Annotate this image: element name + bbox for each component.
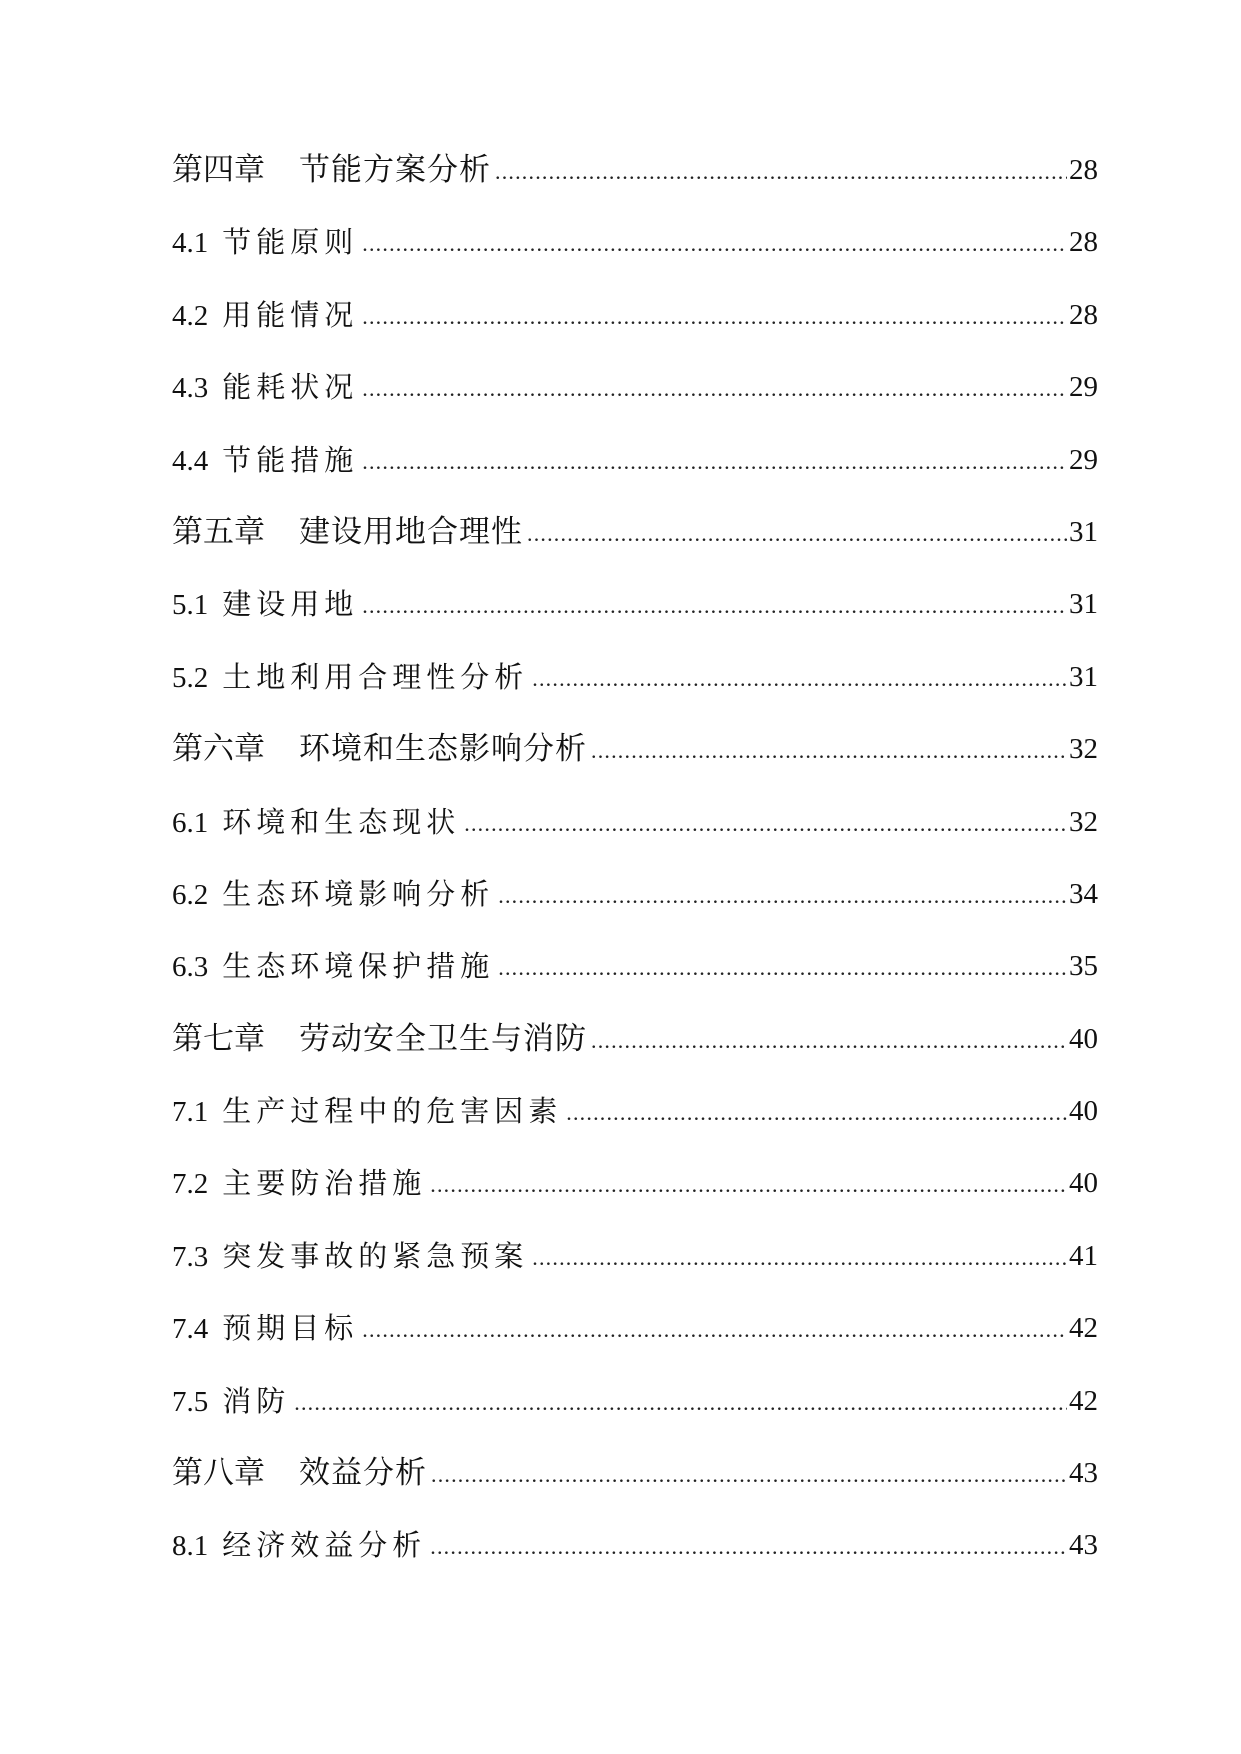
toc-entry-title: 主要防治措施 (222, 1166, 427, 1201)
toc-entry-number: 第七章 (172, 1020, 265, 1057)
toc-entry-number: 第五章 (172, 513, 265, 550)
toc-entry-title: 节能措施 (222, 442, 359, 477)
toc-page-number: 42 (1069, 1384, 1098, 1417)
toc-page-number: 32 (1069, 805, 1098, 838)
toc-entry-title: 劳动安全卫生与消防 (299, 1020, 587, 1057)
toc-page-number: 29 (1069, 371, 1098, 404)
toc-entry-title: 节能原则 (222, 225, 359, 260)
dot-leader (431, 1457, 1067, 1493)
dot-leader (430, 1529, 1067, 1565)
toc-entry-title: 生产过程中的危害因素 (222, 1094, 563, 1129)
toc-section-7-3[interactable] (172, 1238, 1098, 1310)
toc-entry-label (172, 297, 358, 334)
toc-page-number: 40 (1069, 1167, 1098, 1200)
toc-entry-number: 4.3 (172, 372, 209, 405)
toc-entry-label (172, 876, 494, 913)
dot-leader (495, 154, 1067, 190)
toc-chapter-5[interactable] (172, 514, 1098, 586)
toc-entry-title: 突发事故的紧急预案 (222, 1238, 529, 1273)
toc-entry-label (172, 369, 358, 406)
toc-entry-title: 用能情况 (222, 297, 359, 332)
toc-entry-title: 消防 (222, 1383, 291, 1418)
toc-entry-title: 效益分析 (299, 1455, 427, 1492)
dot-leader (498, 878, 1067, 914)
dot-leader (362, 588, 1067, 624)
toc-section-4-1[interactable] (172, 224, 1098, 296)
toc-page-number: 31 (1069, 588, 1098, 621)
toc-entry-label (172, 1383, 290, 1420)
toc-section-4-4[interactable] (172, 442, 1098, 514)
toc-section-4-2[interactable] (172, 297, 1098, 369)
dot-leader (498, 950, 1067, 986)
dot-leader (532, 1240, 1067, 1276)
toc-entry-label (172, 586, 358, 623)
toc-section-7-1[interactable] (172, 1093, 1098, 1165)
toc-entry-label (172, 804, 460, 841)
dot-leader (591, 733, 1067, 769)
toc-entry-number: 8.1 (172, 1530, 209, 1563)
toc-page-number: 32 (1069, 733, 1098, 766)
dot-leader (362, 444, 1067, 480)
dot-leader (591, 1023, 1067, 1059)
toc-page-number: 31 (1069, 660, 1098, 693)
toc-chapter-4[interactable] (172, 152, 1098, 224)
toc-entry-number: 6.2 (172, 878, 209, 911)
toc-section-5-1[interactable] (172, 586, 1098, 658)
toc-entry-label (172, 1310, 358, 1347)
toc-entry-number: 第六章 (172, 731, 265, 768)
dot-leader (464, 806, 1067, 842)
toc-entry-label (172, 1021, 587, 1057)
toc-entry-number: 第八章 (172, 1455, 265, 1492)
toc-entry-number: 7.5 (172, 1385, 209, 1418)
toc-section-6-3[interactable] (172, 948, 1098, 1020)
dot-leader (527, 516, 1067, 552)
toc-section-4-3[interactable] (172, 369, 1098, 441)
toc-page-number: 34 (1069, 877, 1098, 910)
toc-page-number: 35 (1069, 950, 1098, 983)
toc-page-number: 40 (1069, 1095, 1098, 1128)
toc-entry-number: 6.1 (172, 806, 209, 839)
toc-section-8-1[interactable] (172, 1527, 1098, 1599)
toc-page-number: 28 (1069, 226, 1098, 259)
dot-leader (430, 1167, 1067, 1203)
dot-leader (362, 371, 1067, 407)
toc-entry-label (172, 1527, 426, 1564)
toc-entry-title: 节能方案分析 (299, 152, 491, 188)
toc-page-number: 41 (1069, 1239, 1098, 1272)
dot-leader (362, 299, 1067, 335)
toc-entry-label (172, 731, 587, 767)
toc-chapter-8[interactable] (172, 1455, 1098, 1527)
toc-entry-label (172, 1165, 426, 1202)
toc-entry-title: 生态环境影响分析 (222, 876, 495, 911)
toc-entry-title: 预期目标 (222, 1311, 359, 1346)
toc-section-6-1[interactable] (172, 804, 1098, 876)
toc-page-number: 28 (1069, 154, 1098, 186)
toc-entry-title: 土地利用合理性分析 (222, 659, 529, 694)
toc-chapter-7[interactable] (172, 1021, 1098, 1093)
toc-page-number: 40 (1069, 1022, 1098, 1055)
toc-page-number: 28 (1069, 298, 1098, 331)
toc-page-number: 31 (1069, 515, 1098, 548)
dot-leader (362, 1312, 1067, 1348)
toc-entry-number: 6.3 (172, 951, 209, 984)
toc-entry-label (172, 1455, 427, 1491)
toc-entry-label (172, 1093, 562, 1130)
toc-section-6-2[interactable] (172, 876, 1098, 948)
toc-section-7-5[interactable] (172, 1383, 1098, 1455)
toc-entry-number: 4.4 (172, 444, 209, 477)
toc-entry-number: 7.1 (172, 1096, 209, 1129)
toc-entry-number: 4.1 (172, 227, 209, 260)
toc-entry-title: 生态环境保护措施 (222, 949, 495, 984)
toc-page-number: 29 (1069, 443, 1098, 476)
toc-entry-title: 环境和生态影响分析 (299, 731, 587, 768)
toc-entry-number: 第四章 (172, 152, 265, 188)
toc-entry-label (172, 514, 523, 550)
dot-leader (294, 1385, 1067, 1421)
dot-leader (532, 661, 1067, 697)
toc-entry-label (172, 442, 358, 479)
toc-entry-title: 建设用地合理性 (299, 513, 523, 550)
toc-entry-title: 能耗状况 (222, 370, 359, 405)
toc-entry-title: 经济效益分析 (222, 1528, 427, 1563)
toc-entry-number: 5.2 (172, 661, 209, 694)
toc-entry-number: 4.2 (172, 299, 209, 332)
toc-entry-label (172, 224, 358, 261)
toc-page-number: 43 (1069, 1529, 1098, 1562)
toc-section-7-2[interactable] (172, 1165, 1098, 1237)
table-of-contents (172, 152, 1098, 1600)
toc-entry-number: 7.4 (172, 1313, 209, 1346)
toc-page-number: 42 (1069, 1312, 1098, 1345)
toc-entry-label (172, 659, 528, 696)
toc-section-7-4[interactable] (172, 1310, 1098, 1382)
toc-chapter-6[interactable] (172, 731, 1098, 803)
toc-entry-title: 环境和生态现状 (222, 804, 461, 839)
toc-entry-number: 7.3 (172, 1240, 209, 1273)
toc-entry-number: 7.2 (172, 1168, 209, 1201)
toc-entry-label (172, 948, 494, 985)
toc-entry-number: 5.1 (172, 589, 209, 622)
toc-entry-label (172, 152, 491, 188)
dot-leader (362, 226, 1067, 262)
toc-section-5-2[interactable] (172, 659, 1098, 731)
toc-entry-label (172, 1238, 528, 1275)
toc-entry-title: 建设用地 (222, 587, 359, 622)
toc-page-number: 43 (1069, 1457, 1098, 1490)
dot-leader (566, 1095, 1067, 1131)
